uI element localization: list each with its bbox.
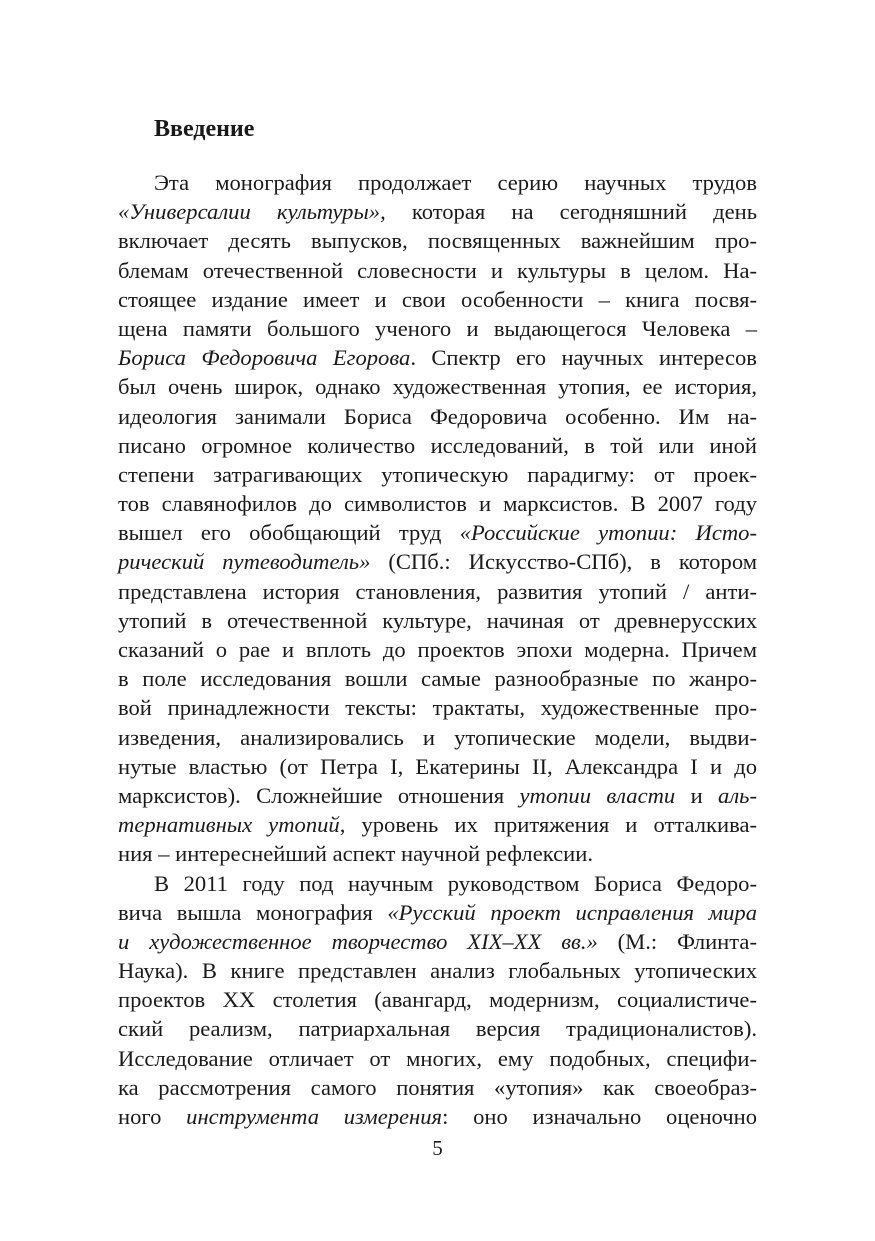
text-segment: Наука). В книге представлен анализ глобальных утопических	[118, 958, 757, 984]
text-line	[118, 226, 757, 255]
text-line	[118, 343, 757, 372]
text-line	[118, 898, 757, 927]
body-text	[118, 168, 757, 1131]
text-line	[118, 606, 757, 635]
text-segment: включает десять выпусков, посвященных важнейшим про-	[118, 228, 757, 254]
text-segment: , уровень их притяжения и отталкива-	[339, 812, 757, 838]
italic-text-segment: утопии власти	[519, 782, 676, 808]
text-line	[118, 869, 757, 898]
text-line	[118, 431, 757, 460]
italic-text-segment: «Русский проект исправления мира	[387, 899, 757, 925]
italic-text-segment: «Российские утопии: Исто-	[459, 520, 757, 546]
text-segment: В 2011 году под научным руководством Бориса Федоро-	[154, 870, 757, 896]
text-segment: марксистов). Сложнейшие отношения	[118, 782, 520, 808]
text-line	[118, 927, 757, 956]
text-line	[118, 810, 757, 839]
text-segment: : оно изначально оценочно	[442, 1104, 758, 1129]
text-segment: ния – интереснейший аспект научной рефлексии.	[118, 841, 593, 867]
text-line	[118, 168, 757, 197]
book-page	[118, 0, 757, 1241]
text-line	[118, 547, 757, 576]
text-line	[118, 1073, 757, 1102]
text-line	[118, 635, 757, 664]
text-line	[118, 781, 757, 810]
text-segment: проектов XX столетия (авангард, модернизм, социалистиче-	[118, 987, 757, 1013]
text-line	[118, 752, 757, 781]
text-segment: , которая на сегодняшний день	[380, 199, 757, 225]
italic-text-segment: инструмента измерения	[186, 1104, 443, 1129]
text-segment: в поле исследования вошли самые разнообразные по жанро-	[118, 666, 757, 692]
italic-text-segment: рический путеводитель»	[118, 549, 371, 575]
section-heading: Введение	[154, 116, 255, 142]
text-segment: . Спектр его научных интересов	[410, 345, 757, 371]
text-line	[118, 460, 757, 489]
text-segment: (СПб.: Искусство-СПб), в котором	[370, 549, 757, 575]
text-line	[118, 489, 757, 518]
text-segment: сказаний о рае и вплоть до проектов эпохи модерна. Причем	[118, 637, 757, 662]
text-segment: тов славянофилов до символистов и марксистов. В 2007 году	[118, 491, 757, 517]
text-segment: изведения, анализировались и утопические модели, выдви-	[118, 724, 757, 750]
text-segment: стоящее издание имеет и свои особенности – книга посвя-	[118, 286, 757, 312]
text-line	[118, 256, 757, 285]
text-segment: представлена история становления, развития утопий / анти-	[118, 578, 757, 604]
text-line	[118, 839, 757, 868]
text-segment: степени затрагивающих утопическую парадигму: от проек-	[118, 461, 757, 487]
text-segment: идеология занимали Бориса Федоровича особенно. Им на-	[118, 403, 757, 429]
page-number: 5	[432, 1136, 443, 1160]
text-line	[118, 197, 757, 226]
text-segment: вича вышла монография	[118, 899, 388, 925]
text-segment: писано огромное количество исследований, в той или иной	[118, 432, 757, 458]
text-line	[118, 1102, 757, 1131]
text-segment: Исследование отличает от многих, ему подобных, специфи-	[118, 1045, 757, 1071]
text-line	[118, 1044, 757, 1073]
italic-text-segment: «Универсалии культуры»	[118, 199, 381, 225]
text-segment: (М.: Флинта-	[597, 928, 757, 954]
text-segment: вой принадлежности тексты: трактаты, художественные про-	[118, 695, 757, 721]
text-line	[118, 664, 757, 693]
text-line	[118, 1014, 757, 1043]
text-line	[118, 402, 757, 431]
italic-text-segment: тернативных утопий	[118, 812, 340, 838]
text-line	[118, 723, 757, 752]
text-line	[118, 372, 757, 401]
text-line	[118, 577, 757, 606]
text-segment: и	[675, 782, 719, 808]
text-line	[118, 956, 757, 985]
text-segment: ский реализм, патриархальная версия традиционалистов).	[118, 1016, 757, 1042]
text-segment: ного	[118, 1104, 187, 1129]
text-segment: вышел его обобщающий труд	[118, 520, 460, 546]
text-segment: блемам отечественной словесности и культуры в целом. На-	[118, 257, 757, 283]
text-segment: ка рассмотрения самого понятия «утопия» как своеобраз-	[118, 1074, 757, 1100]
text-segment: был очень широк, однако художественная утопия, ее история,	[118, 374, 757, 400]
text-line	[118, 693, 757, 722]
text-line	[118, 314, 757, 343]
text-segment: щена памяти большого ученого и выдающегося Человека –	[118, 315, 757, 341]
text-line	[118, 985, 757, 1014]
text-segment: Эта монография продолжает серию научных трудов	[154, 170, 757, 195]
italic-text-segment: Бориса Федоровича Егорова	[118, 345, 411, 371]
italic-text-segment: и художественное творчество XIX–XX вв.»	[118, 928, 598, 954]
text-segment: утопий в отечественной культуре, начиная от древнерусских	[118, 607, 757, 633]
text-line	[118, 285, 757, 314]
text-line	[118, 518, 757, 547]
italic-text-segment: аль-	[718, 782, 757, 808]
text-segment: нутые властью (от Петра I, Екатерины II, Александра I и до	[118, 753, 757, 779]
